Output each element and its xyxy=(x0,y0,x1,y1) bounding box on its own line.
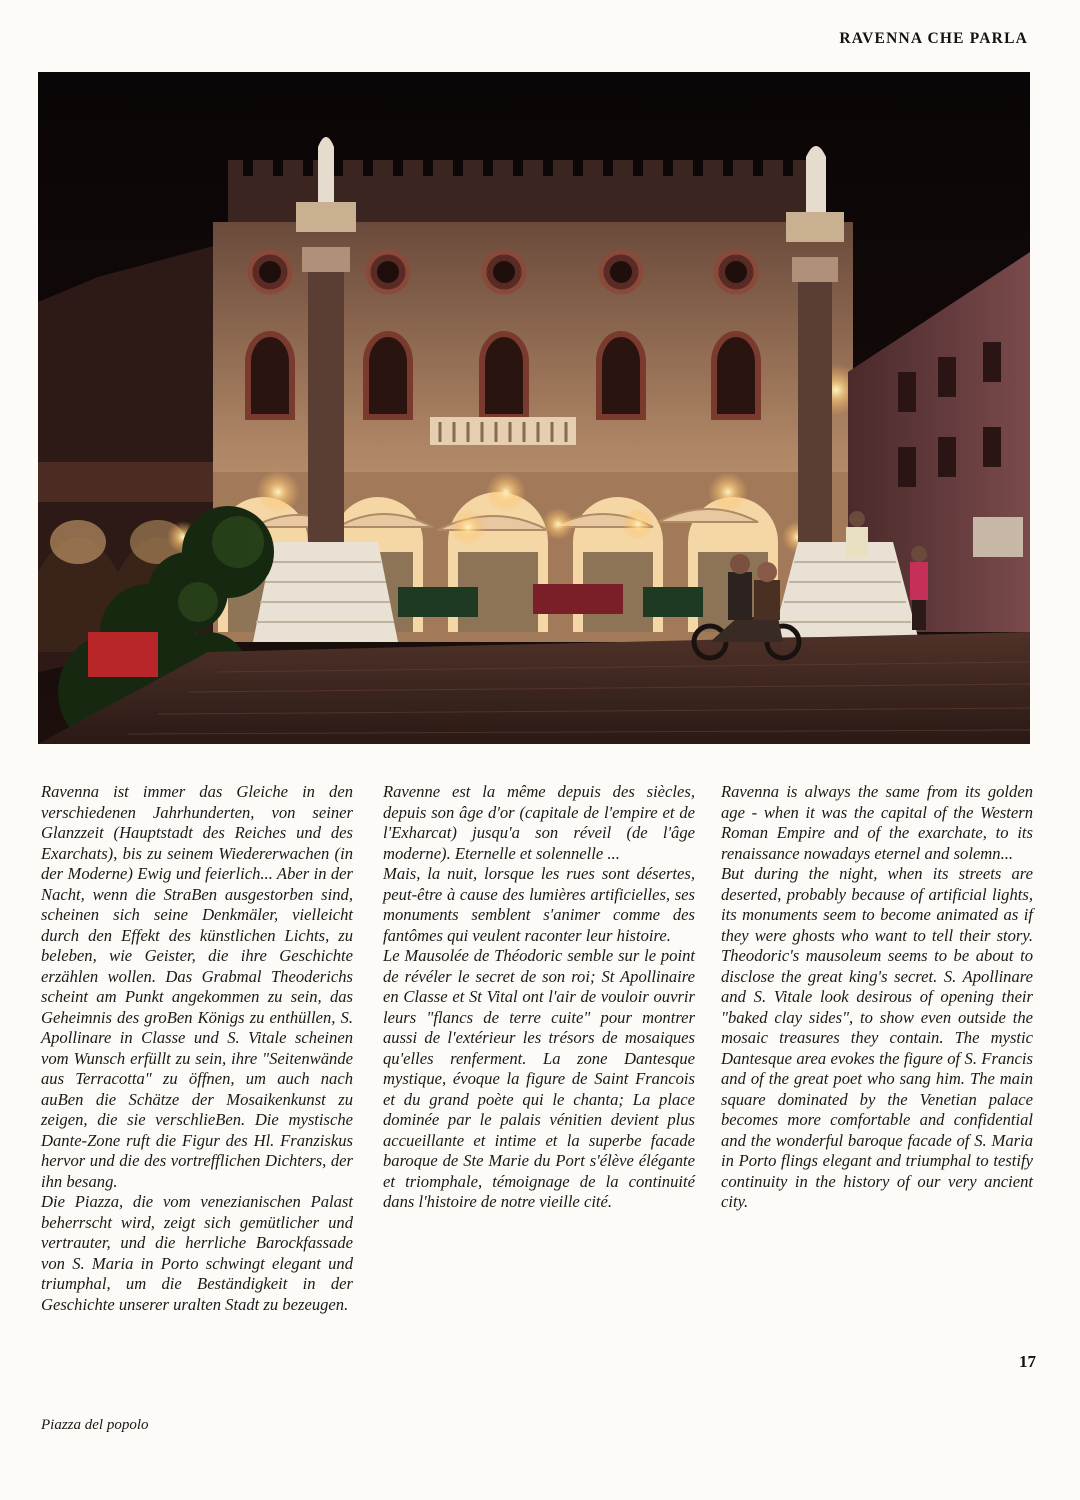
photo-caption: Piazza del popolo xyxy=(41,1417,149,1433)
german-paragraph: Die Piazza, die vom venezianischen Palast beherrscht wird, zeigt sich gemütlicher und vertrauter, und die herrliche Barockfassade von S. Maria in Porto schwingt elegant und triumphal, um die Beständigkeit in der Geschichte unserer uralten Stadt zu bezeugen. xyxy=(41,1192,353,1314)
german-paragraph: Ravenna ist immer das Gleiche in den verschiedenen Jahrhunderten, von seiner Glanzzeit (Hauptstadt des Reiches und des Exarchats), bis zu seinem Wiedererwachen (in der Moderne) Ewig und feierlich... Aber in der Nacht, wenn die StraBen ausgestorben sind, scheinen sich seine Denkmäler, vielleicht durch den Effekt des künstlichen Lichts, zu beleben, wie Geister, die ihre Geschichte erzählen wollen. Das Grabmal Theoderichs scheint am Punkt angekommen zu sein, das Geheimnis des groBen Königs zu enthüllen, S. Apollinare in Classe und S. Vitale scheinen vom Wunsch erfüllt zu sein, ihre "Seitenwände aus Terracotta" zu öffnen, um auch nach auBen die Schätze der Mosaikenkunst zu zeigen, die sie verschlieBen. Die mystische Dante-Zone ruft die Figur des Hl. Franziskus hervor und die des vortrefflichen Dichters, der ihn besang. xyxy=(41,782,353,1191)
page-number: 17 xyxy=(1019,1352,1036,1371)
english-paragraph: Ravenna is always the same from its golden age - when it was the capital of the Western Roman Empire and of the exarchate, to its renaissance nowadays eternel and solemn... xyxy=(721,782,1033,863)
french-paragraph: Le Mausolée de Théodoric semble sur le point de révéler le secret de son roi; St Apollinaire en Classe et St Vital ont l'air de vouloir ouvrir leurs "flancs de terre cuite" pour montrer aussi de l'extérieur les trésors de mosaiques qu'elles renferment. La zone Dantesque mystique, évoque la figure de Saint Francois et du grand poète qui le chanta; La place dominée par le palais vénitien devient plus accueillante et intime et la superbe facade baroque de Ste Marie du Port s'élève élégante et triomphale, témoignage de la continuité dans l'histoire de notre vieille cité. xyxy=(383,946,695,1211)
german-text-column xyxy=(41,782,353,1315)
night-square-photo xyxy=(38,72,1030,744)
french-paragraph: Mais, la nuit, lorsque les rues sont désertes, peut-être à cause des lumières artificielles, ses monuments semblent s'animer comme des fantômes qui veulent raconter leur histoire. xyxy=(383,864,695,945)
english-paragraph: But during the night, when its streets are deserted, probably because of artificial lights, its monuments seem to become animated as if they were ghosts who want to tell their story. Theodoric's mausoleum seems to be about to disclose the great king's secret. S. Apollinare and S. Vitale look desirous of opening their "baked clay sides", to show even outside the mosaic treasures they contain. The mystic Dantesque area evokes the figure of S. Francis and of the great poet who sang him. The main square dominated by the Venetian palace becomes more comfortable and confidential and the wonderful baroque facade of S. Maria in Porto flings elegant and triumphal to testify continuity in the history of our very ancient city. xyxy=(721,864,1033,1211)
french-paragraph: Ravenne est la même depuis des siècles, depuis son âge d'or (capitale de l'empire et de l'Exharcat) jusqu'a son réveil (de l'âge moderne). Eternelle et solennelle ... xyxy=(383,782,695,863)
french-text-column xyxy=(383,782,695,1213)
running-title: RAVENNA CHE PARLA xyxy=(839,30,1028,47)
english-text-column xyxy=(721,782,1033,1213)
